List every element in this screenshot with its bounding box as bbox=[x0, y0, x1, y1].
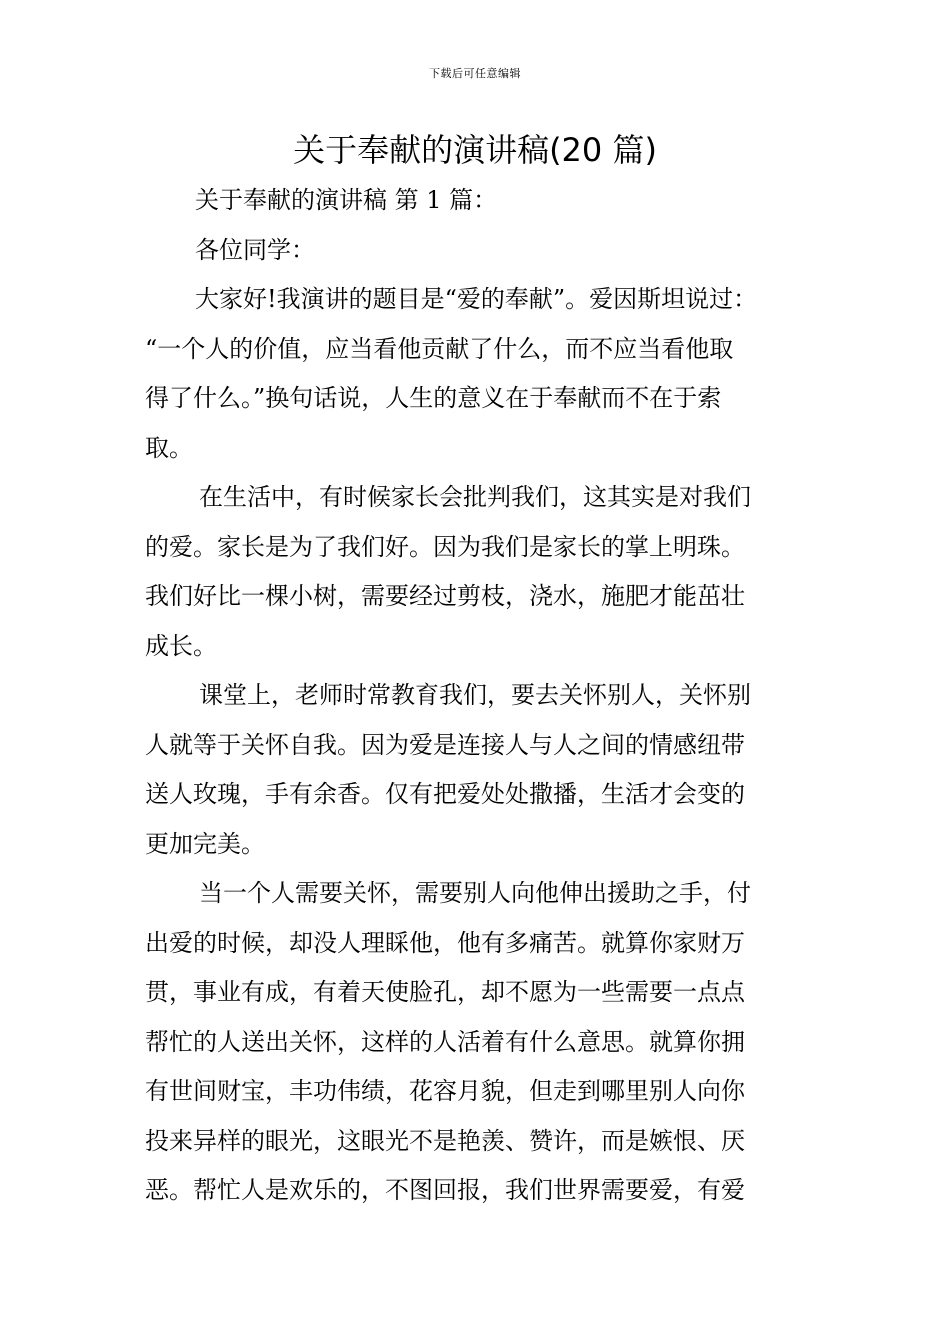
paragraph-line: 有世间财宝，丰功伟绩，花容月貌，但走到哪里别人向你 bbox=[145, 1077, 745, 1105]
paragraph-line: 送人玫瑰，手有余香。仅有把爱处处撒播，生活才会变的 bbox=[145, 780, 745, 808]
paragraph-line: 投来异样的眼光，这眼光不是艳羡、赞许，而是嫉恨、厌 bbox=[145, 1126, 745, 1155]
paragraph-line: “一个人的价值，应当看他贡献了什么，而不应当看他取 bbox=[145, 334, 734, 363]
paragraph-line: 帮忙的人送出关怀，这样的人活着有什么意思。就算你拥 bbox=[145, 1027, 745, 1056]
paragraph-line: 在生活中，有时候家长会批判我们，这其实是对我们 bbox=[199, 483, 751, 511]
paragraph-line: 得了什么。”换句话说，人生的意义在于奉献而不在于索 bbox=[145, 384, 722, 412]
header-note: 下载后可任意编辑 bbox=[429, 67, 521, 80]
paragraph-line: 大家好!我演讲的题目是“爱的奉献”。爱因斯坦说过： bbox=[195, 285, 758, 313]
document-body bbox=[145, 176, 810, 1216]
paragraph-line: 恶。帮忙人是欢乐的，不图回报，我们世界需要爱，有爱 bbox=[145, 1176, 745, 1204]
paragraph-line: 成长。 bbox=[145, 631, 217, 660]
salutation: 各位同学： bbox=[195, 235, 315, 264]
paragraph-line: 的爱。家长是为了我们好。因为我们是家长的掌上明珠。 bbox=[145, 532, 745, 561]
paragraph-line: 取。 bbox=[145, 433, 193, 462]
paragraph-line: 更加完美。 bbox=[145, 829, 265, 858]
paragraph-line: 当一个人需要关怀，需要别人向他伸出援助之手，付 bbox=[199, 879, 751, 907]
paragraph-line: 我们好比一棵小树，需要经过剪枝，浇水，施肥才能茁壮 bbox=[145, 582, 745, 610]
paragraph-line: 出爱的时候，却没人理睬他，他有多痛苦。就算你家财万 bbox=[145, 928, 745, 957]
paragraph-line: 课堂上，老师时常教育我们，要去关怀别人，关怀别 bbox=[199, 681, 751, 709]
document-title: 关于奉献的演讲稿(20 篇) bbox=[293, 131, 657, 169]
paragraph-line: 贯，事业有成，有着天使脸孔，却不愿为一些需要一点点 bbox=[145, 978, 745, 1006]
paragraph-line: 人就等于关怀自我。因为爱是连接人与人之间的情感纽带 bbox=[145, 730, 745, 759]
section-heading: 关于奉献的演讲稿 第 1 篇： bbox=[195, 186, 498, 214]
